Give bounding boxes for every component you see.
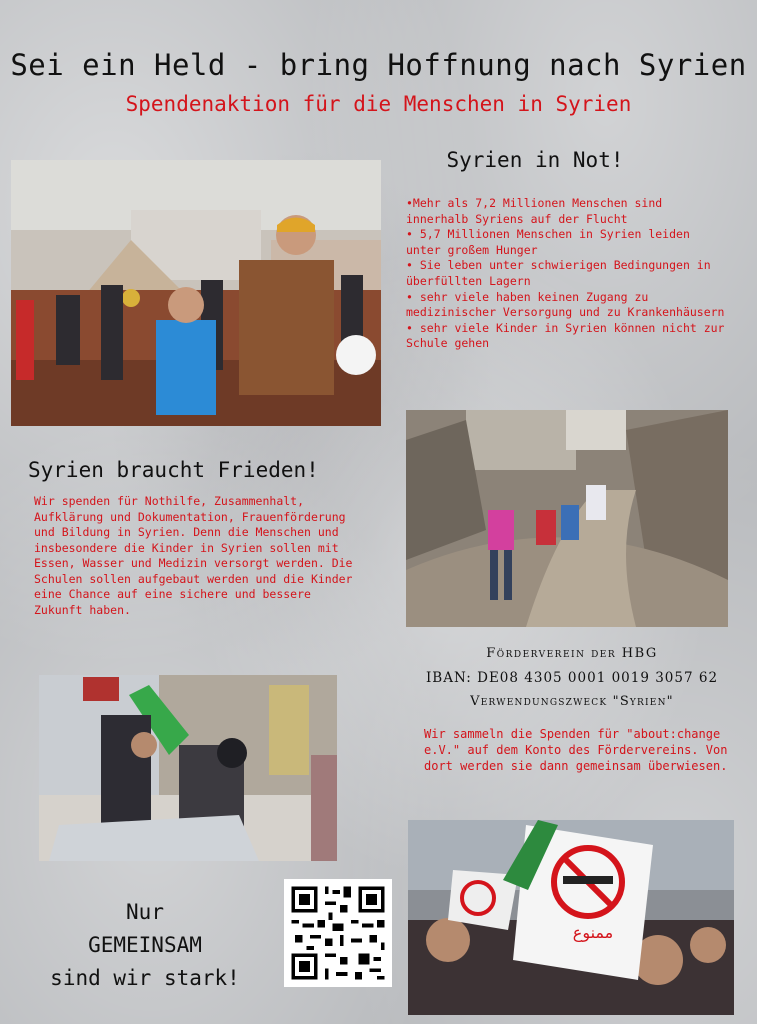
fact-item: • sehr viele Kinder in Syrien können nicht zur Schule gehen bbox=[406, 320, 725, 351]
photo-children-camp bbox=[11, 160, 381, 426]
slogan-line-3: sind wir stark! bbox=[50, 966, 240, 990]
verein-name: Förderverein der HBG bbox=[486, 646, 658, 661]
heading-syrien-in-not: Syrien in Not! bbox=[446, 148, 624, 172]
frieden-paragraph: Wir spenden für Nothilfe, Zusammenhalt, Aufklärung und Dokumentation, Frauenförderung und Bildung in Syrien. Denn die Menschen und insbesondere die Kinder in Syrien sollen mit Essen, Wasser und Medizin versorgt werden. Die Schulen sollen aufgebaut werden und die Kinder eine Chance auf eine sichere und bessere Zukunft haben. bbox=[34, 494, 353, 617]
sign-text: ممنوع bbox=[572, 923, 614, 942]
slogan-line-1: Nur bbox=[126, 900, 164, 924]
page-title: Sei ein Held - bring Hoffnung nach Syrien bbox=[10, 48, 747, 82]
photo-protest-signs bbox=[408, 820, 734, 1015]
page-subtitle: Spendenaktion für die Menschen in Syrien bbox=[125, 92, 632, 116]
photo-people-flag bbox=[39, 675, 337, 861]
fact-item: • sehr viele haben keinen Zugang zu medizinischer Versorgung und zu Krankenhäusern bbox=[406, 289, 725, 320]
fact-item: • Sie leben unter schwierigen Bedingungen in überfüllten Lagern bbox=[406, 258, 711, 288]
iban: IBAN: DE08 4305 0001 0019 3057 62 bbox=[425, 670, 719, 686]
donation-info-text: Wir sammeln die Spenden für "about:change e.V." auf dem Konto des Fördervereins. Von dort werden sie dann gemeinsam überwiesen. bbox=[424, 727, 728, 773]
verwendungszweck: Verwendungszweck "Syrien" bbox=[470, 694, 674, 709]
slogan bbox=[20, 896, 270, 995]
fact-item: •Mehr als 7,2 Millionen Menschen sind innerhalb Syriens auf der Flucht bbox=[406, 196, 663, 226]
facts-list bbox=[406, 196, 726, 352]
qr-code-icon bbox=[284, 879, 392, 987]
slogan-line-2: GEMEINSAM bbox=[88, 933, 202, 957]
heading-syrien-braucht-frieden: Syrien braucht Frieden! bbox=[28, 458, 319, 482]
photo-children-ruins bbox=[406, 410, 728, 627]
fact-item: • 5,7 Millionen Menschen in Syrien leiden unter großem Hunger bbox=[406, 227, 690, 257]
qr-code[interactable] bbox=[284, 879, 392, 987]
